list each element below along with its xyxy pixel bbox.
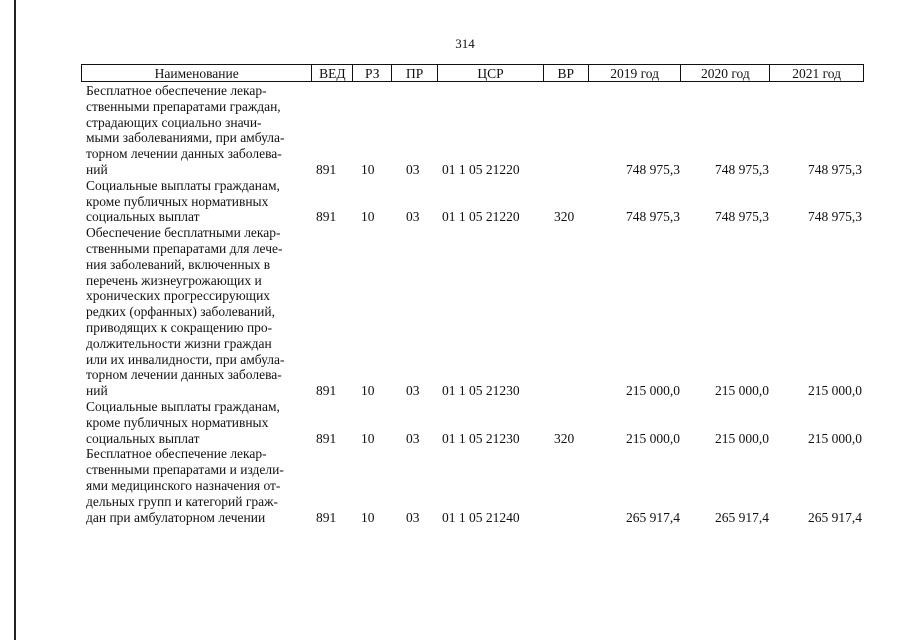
header-csr: ЦСР <box>438 65 544 81</box>
row-pr: 03 <box>406 383 420 399</box>
table-row <box>81 225 864 399</box>
table-body <box>81 83 864 525</box>
row-csr: 01 1 05 21220 <box>442 161 520 177</box>
row-2019: 265 917,4 <box>626 509 680 525</box>
row-ved: 891 <box>316 209 337 225</box>
row-2020: 215 000,0 <box>715 383 769 399</box>
row-csr: 01 1 05 21230 <box>442 430 520 446</box>
row-csr: 01 1 05 21220 <box>442 209 520 225</box>
table-row <box>81 178 864 225</box>
row-2019: 215 000,0 <box>626 430 680 446</box>
row-ved: 891 <box>316 383 337 399</box>
row-name: Обеспечение бесплатными лекар- ственными препаратами для лече- ния заболеваний, включенных в перечень жизнеугрожающих и хронических прогрессирующих редких (орфанных) заболеваний, приводящих к сокращению про- должительности жизни граждан или их инвалидности, при амбула- торном лечении данных заболева- ний <box>86 225 285 399</box>
page-number: 314 <box>455 36 475 51</box>
row-csr: 01 1 05 21240 <box>442 509 520 525</box>
row-name: Бесплатное обеспечение лекар- ственными препаратами и издели- ями медицинского назначения от- дельных групп и категорий граж- дан при амбулаторном лечении <box>86 446 284 525</box>
header-vr: ВР <box>544 65 589 81</box>
header-pr: ПР <box>392 65 438 81</box>
row-2021: 265 917,4 <box>808 509 862 525</box>
row-vr: 320 <box>554 430 575 446</box>
row-2021: 215 000,0 <box>808 383 862 399</box>
row-pr: 03 <box>406 161 420 177</box>
page-left-border <box>14 0 16 640</box>
row-rz: 10 <box>361 509 375 525</box>
row-2019: 215 000,0 <box>626 383 680 399</box>
row-2020: 748 975,3 <box>715 161 769 177</box>
row-2020: 265 917,4 <box>715 509 769 525</box>
row-2020: 215 000,0 <box>715 430 769 446</box>
header-rz: РЗ <box>353 65 392 81</box>
row-rz: 10 <box>361 383 375 399</box>
row-rz: 10 <box>361 430 375 446</box>
row-rz: 10 <box>361 209 375 225</box>
table-row <box>81 446 864 525</box>
header-2021: 2021 год <box>792 66 842 81</box>
row-ved: 891 <box>316 430 337 446</box>
row-name: Бесплатное обеспечение лекар- ственными препаратами граждан, страдающих социально значи- мыми заболеваниями, при амбула- торном лечении данных заболева- ний <box>86 83 285 177</box>
row-ved: 891 <box>316 509 337 525</box>
row-2019: 748 975,3 <box>626 209 680 225</box>
row-pr: 03 <box>406 509 420 525</box>
table-row <box>81 83 864 178</box>
row-name: Социальные выплаты гражданам, кроме публичных нормативных социальных выплат <box>86 177 280 225</box>
row-vr: 320 <box>554 209 575 225</box>
row-2019: 748 975,3 <box>626 161 680 177</box>
header-2019: 2019 год <box>589 65 682 81</box>
row-pr: 03 <box>406 430 420 446</box>
row-2021: 748 975,3 <box>808 161 862 177</box>
header-2020: 2020 год <box>681 65 770 81</box>
header-ved: ВЕД <box>312 65 353 81</box>
row-2021: 215 000,0 <box>808 430 862 446</box>
table-header <box>81 64 864 82</box>
row-csr: 01 1 05 21230 <box>442 383 520 399</box>
row-2021: 748 975,3 <box>808 209 862 225</box>
row-name: Социальные выплаты гражданам, кроме публичных нормативных социальных выплат <box>86 398 280 446</box>
header-name: Наименование <box>82 65 312 81</box>
row-2020: 748 975,3 <box>715 209 769 225</box>
row-pr: 03 <box>406 209 420 225</box>
row-rz: 10 <box>361 161 375 177</box>
table-row <box>81 399 864 446</box>
row-ved: 891 <box>316 161 337 177</box>
